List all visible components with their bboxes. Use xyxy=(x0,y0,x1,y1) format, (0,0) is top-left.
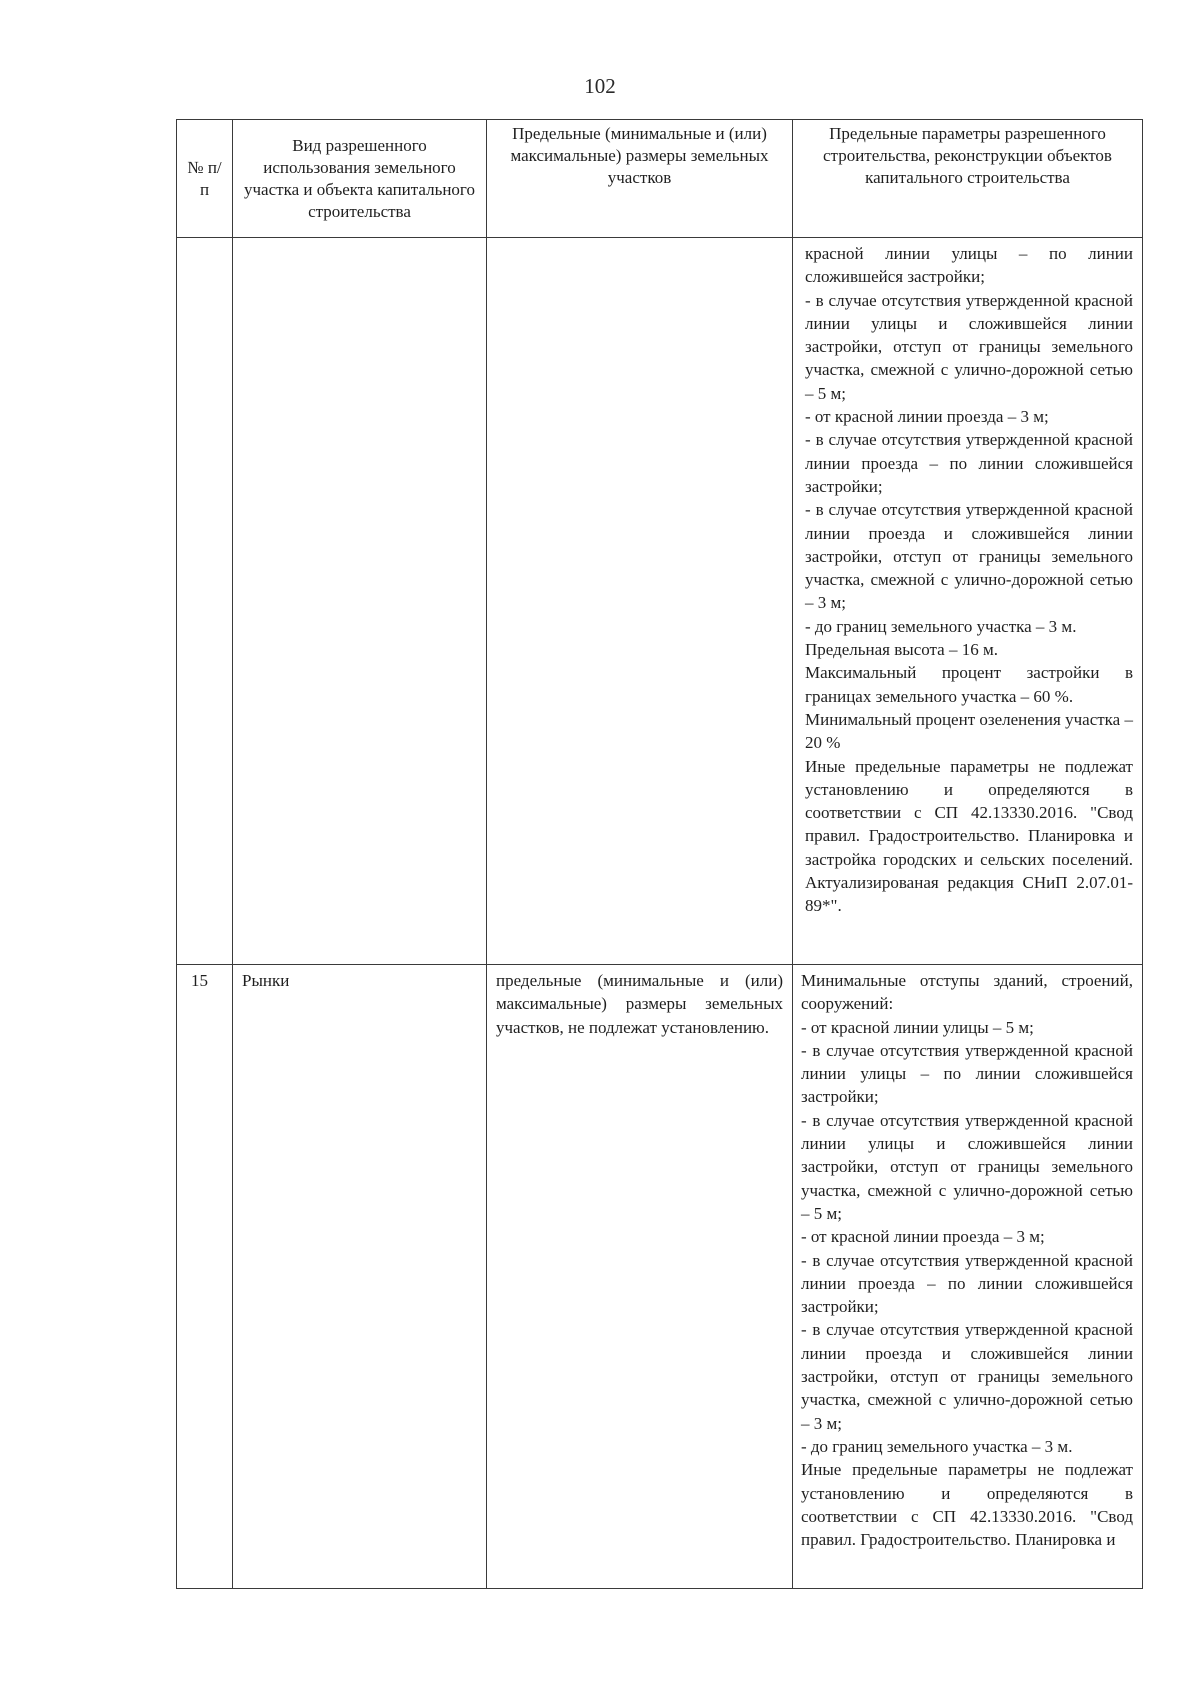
param-line: - в случае отсутствия утвержденной красной линии улицы – по линии сложившейся застройки; xyxy=(801,1040,1133,1107)
use-type-cell xyxy=(233,238,487,965)
table-header-row xyxy=(177,120,1143,238)
param-line: красной линии улицы – по линии сложившейся застройки; xyxy=(805,244,1133,287)
param-line: - от красной линии улицы – 5 м; xyxy=(801,1017,1034,1037)
param-line: - в случае отсутствия утвержденной красной линии улицы и сложившейся линии застройки, отступ от границы земельного участка, смежной с улично-дорожной сетью – 5 м; xyxy=(805,290,1133,403)
use-type-cell: Рынки xyxy=(233,965,487,1589)
param-line: Предельная высота – 16 м. xyxy=(805,640,998,660)
param-line: - до границ земельного участка – 3 м. xyxy=(801,1436,1073,1456)
table-row xyxy=(177,965,1143,1589)
param-line: - от красной линии проезда – 3 м; xyxy=(801,1227,1045,1247)
param-line: Иные предельные параметры не подлежат установлению и определяются в соответствии с СП 42.13330.2016. "Свод правил. Градостроительство. Планировка и xyxy=(801,1460,1133,1550)
param-line: Минимальный процент озеленения участка – 20 % xyxy=(805,709,1133,753)
param-line: - в случае отсутствия утвержденной красной линии проезда и сложившейся линии застройки, отступ от границы земельного участка, смежной с улично-дорожной сетью – 3 м; xyxy=(801,1320,1133,1433)
header-use-type: Вид разрешенного использования земельного участка и объекта капитального строительства xyxy=(233,120,487,238)
param-line: - в случае отсутствия утвержденной красной линии улицы и сложившейся линии застройки, отступ от границы земельного участка, смежной с улично-дорожной сетью – 5 м; xyxy=(801,1110,1133,1223)
row-number-cell: 15 xyxy=(177,965,233,1589)
param-line: - в случае отсутствия утвержденной красной линии проезда – по линии сложившейся застройки; xyxy=(801,1250,1133,1317)
header-plot-sizes: Предельные (минимальные и (или) максимальные) размеры земельных участков xyxy=(487,120,793,238)
header-number: № п/п xyxy=(177,120,233,238)
param-line: Минимальные отступы зданий, строений, сооружений: xyxy=(801,971,1133,1014)
construction-params-cell xyxy=(793,965,1143,1589)
table-row xyxy=(177,238,1143,965)
page-number: 102 xyxy=(584,74,616,98)
construction-params-cell xyxy=(793,238,1143,965)
header-construction-params: Предельные параметры разрешенного строительства, реконструкции объектов капитального строительства xyxy=(793,120,1143,238)
regulations-table xyxy=(176,119,1143,1589)
param-line: Иные предельные параметры не подлежат установлению и определяются в соответствии с СП 42.13330.2016. "Свод правил. Градостроительство. Планировка и застройка городских и сельских поселений. Актуализированая редакция СНиП 2.07.01-89*". xyxy=(805,756,1133,916)
plot-sizes-cell xyxy=(487,238,793,965)
param-line: - от красной линии проезда – 3 м; xyxy=(805,407,1049,427)
param-line: - в случае отсутствия утвержденной красной линии проезда и сложившейся линии застройки, отступ от границы земельного участка, смежной с улично-дорожной сетью – 3 м; xyxy=(805,500,1133,613)
plot-sizes-cell: предельные (минимальные и (или) максимальные) размеры земельных участков, не подлежат установлению. xyxy=(487,965,793,1589)
param-line: - в случае отсутствия утвержденной красной линии проезда – по линии сложившейся застройки; xyxy=(805,430,1133,496)
param-line: Максимальный процент застройки в границах земельного участка – 60 %. xyxy=(805,663,1133,706)
param-line: - до границ земельного участка – 3 м. xyxy=(805,616,1077,636)
row-number-cell xyxy=(177,238,233,965)
